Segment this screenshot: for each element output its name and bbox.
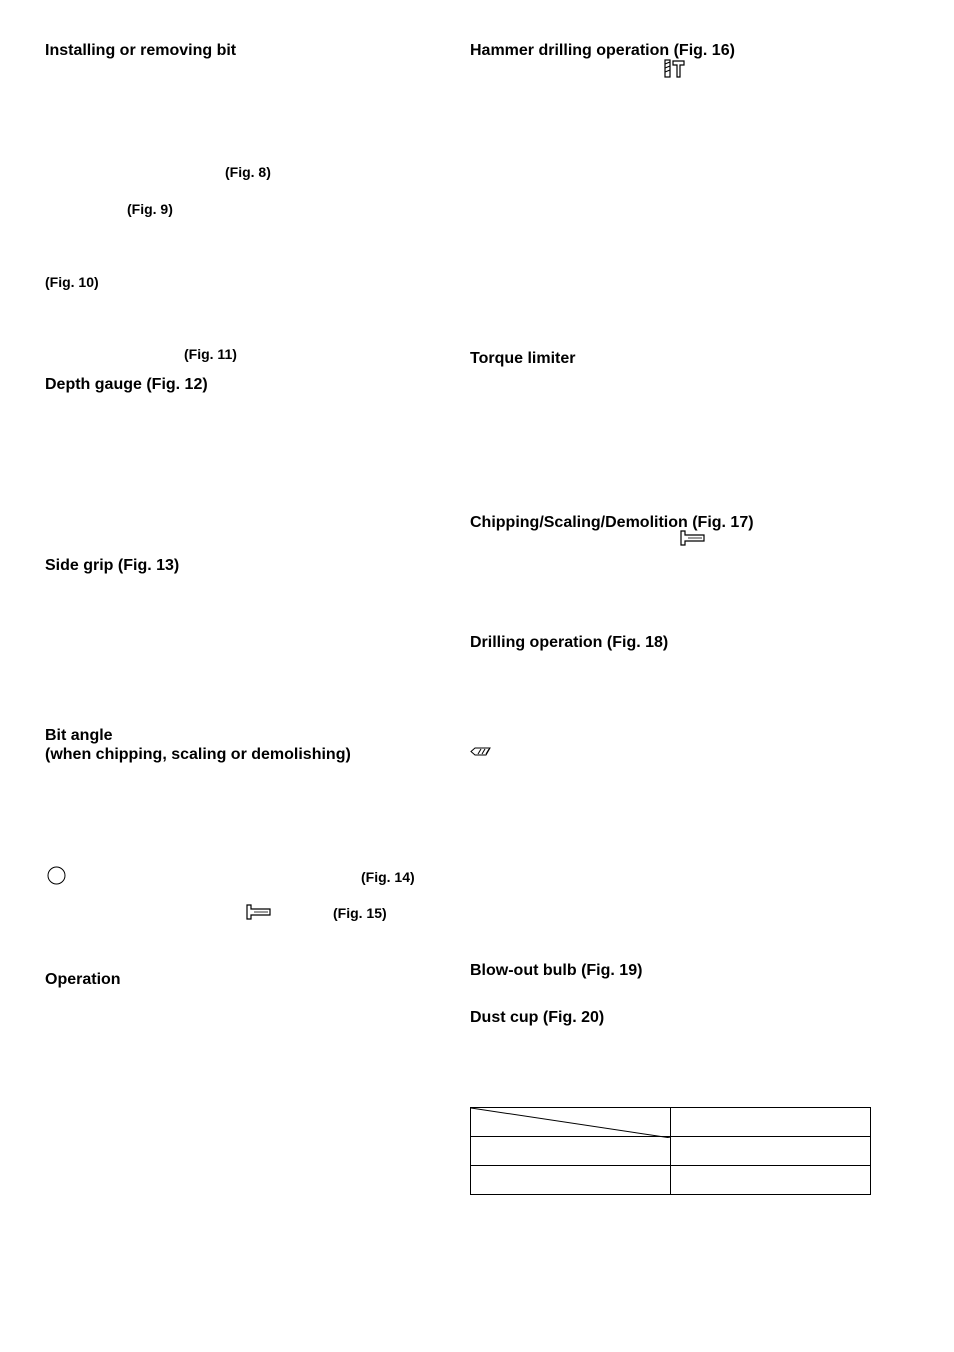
fig14-ref: (Fig. 14) bbox=[361, 869, 415, 885]
hammer-symbol-icon bbox=[680, 530, 706, 546]
hammer-drilling-heading: Hammer drilling operation (Fig. 16) bbox=[470, 42, 735, 59]
fig15-ref: (Fig. 15) bbox=[333, 905, 387, 921]
dust-cup-table bbox=[470, 1107, 871, 1195]
bit-angle-subheading: (when chipping, scaling or demolishing) bbox=[45, 746, 351, 763]
depth-gauge-heading: Depth gauge (Fig. 12) bbox=[45, 376, 208, 393]
table-cell bbox=[471, 1166, 671, 1195]
table-header-cell bbox=[671, 1108, 871, 1137]
chipping-heading: Chipping/Scaling/Demolition (Fig. 17) bbox=[470, 514, 754, 531]
table-cell bbox=[471, 1137, 671, 1166]
table-header-diagonal-cell bbox=[471, 1108, 671, 1137]
rotation-symbol-icon bbox=[470, 747, 492, 756]
bit-angle-heading: Bit angle bbox=[45, 727, 113, 744]
hammer-symbol-icon bbox=[246, 904, 272, 920]
table-row bbox=[471, 1108, 871, 1137]
table-row bbox=[471, 1166, 871, 1195]
fig10-ref: (Fig. 10) bbox=[45, 274, 99, 290]
drilling-heading: Drilling operation (Fig. 18) bbox=[470, 634, 669, 651]
table-row bbox=[471, 1137, 871, 1166]
operation-heading: Operation bbox=[45, 971, 121, 988]
torque-limiter-heading: Torque limiter bbox=[470, 350, 576, 367]
fig8-ref: (Fig. 8) bbox=[225, 164, 271, 180]
fig11-ref: (Fig. 11) bbox=[184, 346, 237, 362]
fig9-ref: (Fig. 9) bbox=[127, 201, 173, 217]
blowout-bulb-heading: Blow-out bulb (Fig. 19) bbox=[470, 962, 643, 979]
table-cell bbox=[671, 1166, 871, 1195]
table-cell bbox=[671, 1137, 871, 1166]
hammer-drill-symbol-icon bbox=[664, 59, 686, 79]
side-grip-heading: Side grip (Fig. 13) bbox=[45, 557, 180, 574]
dust-cup-heading: Dust cup (Fig. 20) bbox=[470, 1009, 605, 1026]
circle-symbol-icon bbox=[47, 866, 67, 886]
installing-bit-heading: Installing or removing bit bbox=[45, 42, 237, 59]
